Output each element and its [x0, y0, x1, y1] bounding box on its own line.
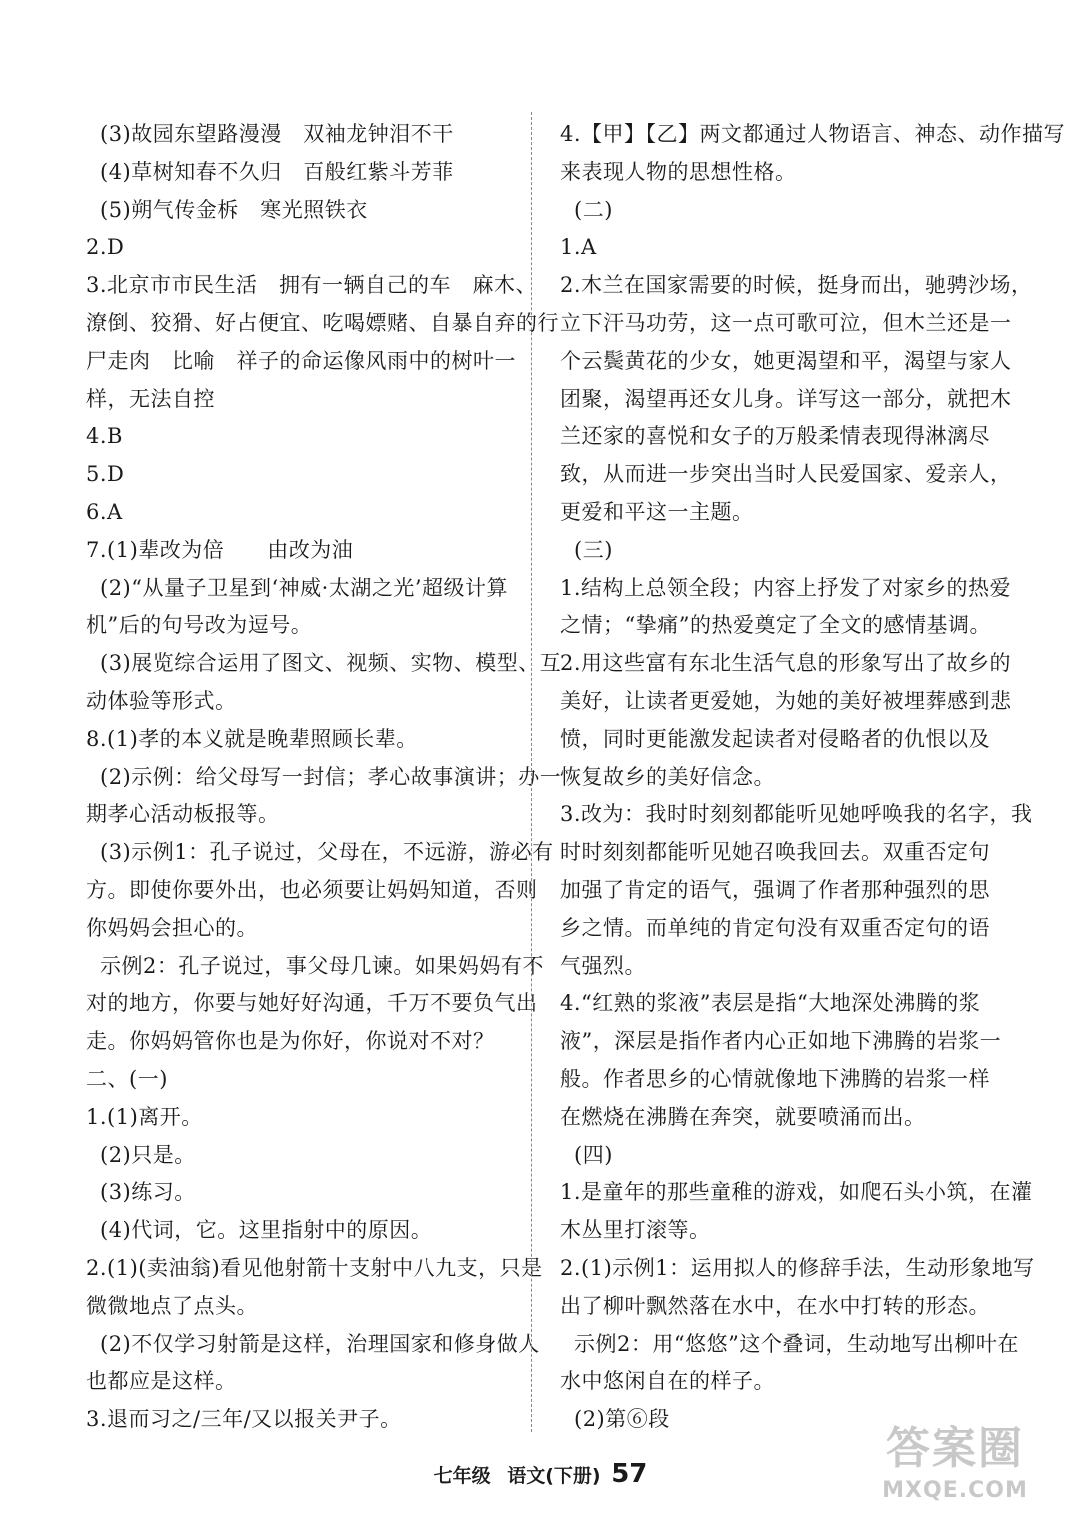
watermark-bottom-text: MXQE.COM — [882, 1478, 1028, 1503]
answer-line: (2)第⑥段 — [574, 1407, 670, 1432]
answer-line: (3)示例1：孔子说过，父母在，不远游，游必有 — [100, 840, 554, 865]
answer-line: 加强了肯定的语气，强调了作者那种强烈的思 — [560, 877, 990, 902]
answer-line: 方。即使你要外出，也必须要让妈妈知道，否则 — [86, 877, 538, 902]
answer-line: 木丛里打滚等。 — [560, 1218, 711, 1243]
page-number: 57 — [611, 1459, 648, 1489]
answer-line: 1.结构上总领全段；内容上抒发了对家乡的热爱 — [560, 575, 1012, 600]
answer-line: (4)草树知春不久归 百般红紫斗芳菲 — [100, 159, 454, 184]
answer-line: (2)“从量子卫星到‘神威·太湖之光’超级计算 — [100, 575, 509, 600]
answer-line: 2.木兰在国家需要的时候，挺身而出，驰骋沙场， — [560, 273, 1033, 298]
answer-line: (四) — [574, 1142, 613, 1167]
answer-line: 4.【甲】【乙】两文都通过人物语言、神态、动作描写 — [560, 122, 1066, 146]
answer-line: 5.D — [86, 462, 125, 487]
answer-line: 时时刻刻都能听见她召唤我回去。双重否定句 — [560, 840, 990, 865]
answer-line: 样，无法自控 — [86, 386, 215, 411]
answer-line: 兰还家的喜悦和女子的万般柔情表现得淋漓尽 — [560, 424, 990, 449]
answer-line: 潦倒、狡猾、好占便宜、吃喝嫖赌、自暴自弃的行 — [86, 310, 559, 335]
answer-line: 对的地方，你要与她好好沟通，千万不要负气出 — [86, 991, 538, 1016]
answer-line: (3)故园东望路漫漫 双袖龙钟泪不干 — [100, 122, 454, 146]
answer-line: 美好，让读者更爱她，为她的美好被埋葬感到悲 — [560, 688, 1012, 713]
answer-line: (2)示例：给父母写一封信；孝心故事演讲；办一 — [100, 764, 562, 789]
answer-line: (3)展览综合运用了图文、视频、实物、模型、互 — [100, 651, 562, 676]
right-column — [560, 116, 1066, 1439]
answer-line: 2.(1)示例1：运用拟人的修辞手法，生动形象地写 — [560, 1255, 1035, 1280]
answer-line: 恢复故乡的美好信念。 — [560, 764, 775, 789]
footer-subject: 语文(下册) — [507, 1465, 601, 1487]
answer-line: 7.(1)辈改为倍 由改为油 — [86, 537, 354, 562]
answer-line: 水中悠闲自在的样子。 — [560, 1369, 775, 1394]
column-divider — [531, 112, 532, 1432]
answer-line: 动体验等形式。 — [86, 688, 237, 713]
answer-line: 1.A — [560, 235, 597, 260]
answer-line: (2)只是。 — [100, 1142, 196, 1167]
left-column — [86, 116, 562, 1439]
watermark-logo — [855, 1420, 1055, 1525]
answer-line: (5)朔气传金柝 寒光照铁衣 — [100, 197, 368, 222]
answer-line: 2.D — [86, 235, 125, 260]
answer-line: 致，从而进一步突出当时人民爱国家、爱亲人， — [560, 462, 1012, 487]
answer-line: 出了柳叶飘然落在水中，在水中打转的形态。 — [560, 1293, 990, 1318]
answer-line: 尸走肉 比喻 祥子的命运像风雨中的树叶一 — [86, 348, 516, 373]
answer-line: 个云鬓黄花的少女，她更渴望和平，渴望与家人 — [560, 348, 1012, 373]
answer-line: 示例2：孔子说过，事父母几谏。如果妈妈有不 — [100, 953, 544, 978]
answer-line: 在燃烧在沸腾在奔突，就要喷涌而出。 — [560, 1104, 926, 1129]
answer-line: 微微地点了点头。 — [86, 1293, 258, 1318]
answer-line: 1.是童年的那些童稚的游戏，如爬石头小筑，在灌 — [560, 1180, 1033, 1205]
answer-line: (二) — [574, 197, 613, 222]
answer-line: 3.北京市市民生活 拥有一辆自己的车 麻木、 — [86, 273, 538, 298]
answer-line: 8.(1)孝的本义就是晚辈照顾长辈。 — [86, 726, 418, 751]
answer-line: 液”，深层是指作者内心正如地下沸腾的岩浆一 — [560, 1029, 1002, 1054]
answer-line: (3)练习。 — [100, 1180, 196, 1205]
answer-line: 也都应是这样。 — [86, 1369, 237, 1394]
answer-line: 你妈妈会担心的。 — [86, 915, 258, 940]
answer-line: 乡之情。而单纯的肯定句没有双重否定句的语 — [560, 915, 990, 940]
answer-line: 4.“红熟的浆液”表层是指“大地深处沸腾的浆 — [560, 991, 981, 1016]
answer-line: 6.A — [86, 499, 123, 524]
answer-line: 气强烈。 — [560, 953, 646, 978]
answer-line: 3.退而习之/三年/又以报关尹子。 — [86, 1407, 402, 1432]
watermark-top-text: 答案圈 — [886, 1423, 1024, 1474]
answer-line: 4.B — [86, 424, 123, 449]
answer-line: (2)不仅学习射箭是这样，治理国家和修身做人 — [100, 1331, 540, 1356]
answer-line: 更爱和平这一主题。 — [560, 499, 754, 524]
answer-line: 团聚，渴望再还女儿身。详写这一部分，就把木 — [560, 386, 1012, 411]
answer-line: 机”后的句号改为逗号。 — [86, 613, 313, 638]
answer-line: 般。作者思乡的心情就像地下沸腾的岩浆一样 — [560, 1066, 990, 1091]
answer-line: 立下汗马功劳，这一点可歌可泣，但木兰还是一 — [560, 310, 1012, 335]
answer-line: (三) — [574, 537, 613, 562]
answer-line: 1.(1)离开。 — [86, 1104, 203, 1129]
answer-line: 来表现人物的思想性格。 — [560, 159, 797, 184]
answer-line: 走。你妈妈管你也是为你好，你说对不对？ — [86, 1029, 495, 1054]
answer-line: 3.改为：我时时刻刻都能听见她呼唤我的名字，我 — [560, 802, 1033, 827]
answer-line: 二、(一) — [86, 1066, 168, 1091]
answer-line: 期孝心活动板报等。 — [86, 802, 280, 827]
answer-line: (4)代词，它。这里指射中的原因。 — [100, 1218, 433, 1243]
answer-line: 愤，同时更能激发起读者对侵略者的仇恨以及 — [560, 726, 990, 751]
footer-grade: 七年级 — [433, 1465, 491, 1487]
answer-line: 2.用这些富有东北生活气息的形象写出了故乡的 — [560, 651, 1012, 676]
answer-line: 示例2：用“悠悠”这个叠词，生动地写出柳叶在 — [574, 1331, 1019, 1356]
answer-line: 之情；“挚痛”的热爱奠定了全文的感情基调。 — [560, 613, 991, 638]
answer-line: 2.(1)(卖油翁)看见他射箭十支射中八九支，只是 — [86, 1255, 543, 1280]
